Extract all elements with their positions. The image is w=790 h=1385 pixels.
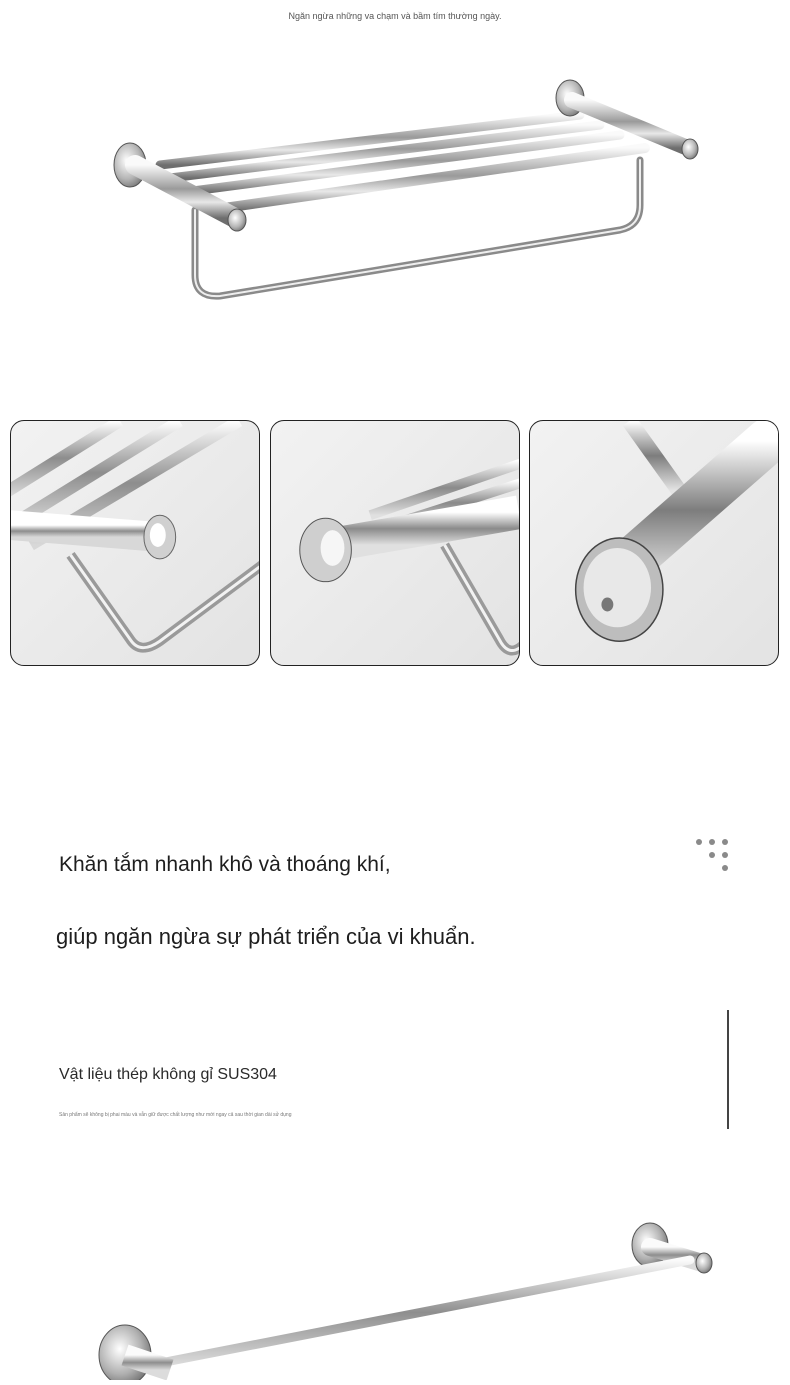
towel-bar-illustration bbox=[90, 1215, 730, 1380]
detail-rail-end-image bbox=[11, 421, 259, 665]
feature-heading-line-2: giúp ngăn ngừa sự phát triển của vi khuẩn. bbox=[56, 924, 476, 949]
hero-product-image bbox=[100, 70, 720, 320]
feature-heading-line-1: Khăn tắm nhanh khô và thoáng khí, bbox=[59, 853, 391, 876]
material-note: Sản phẩm sẽ không bị phai màu và vẫn giữ được chất lượng như mới ngay cả sau thời gian dài sử dụng bbox=[59, 1112, 292, 1118]
towel-shelf-illustration bbox=[100, 70, 720, 320]
detail-round-base-image bbox=[530, 421, 778, 665]
material-title: Vật liệu thép không gỉ SUS304 bbox=[59, 1066, 277, 1083]
detail-thumbnail-3[interactable] bbox=[529, 420, 779, 666]
detail-wall-mount-image bbox=[271, 421, 519, 665]
decorative-dots-icon bbox=[696, 839, 730, 873]
detail-thumbnail-1[interactable] bbox=[10, 420, 260, 666]
detail-thumbnail-2[interactable] bbox=[270, 420, 520, 666]
divider-vertical bbox=[727, 1010, 729, 1129]
single-towel-bar-image bbox=[90, 1215, 730, 1380]
top-caption: Ngăn ngừa những va chạm và bầm tím thường ngày. bbox=[288, 11, 502, 21]
